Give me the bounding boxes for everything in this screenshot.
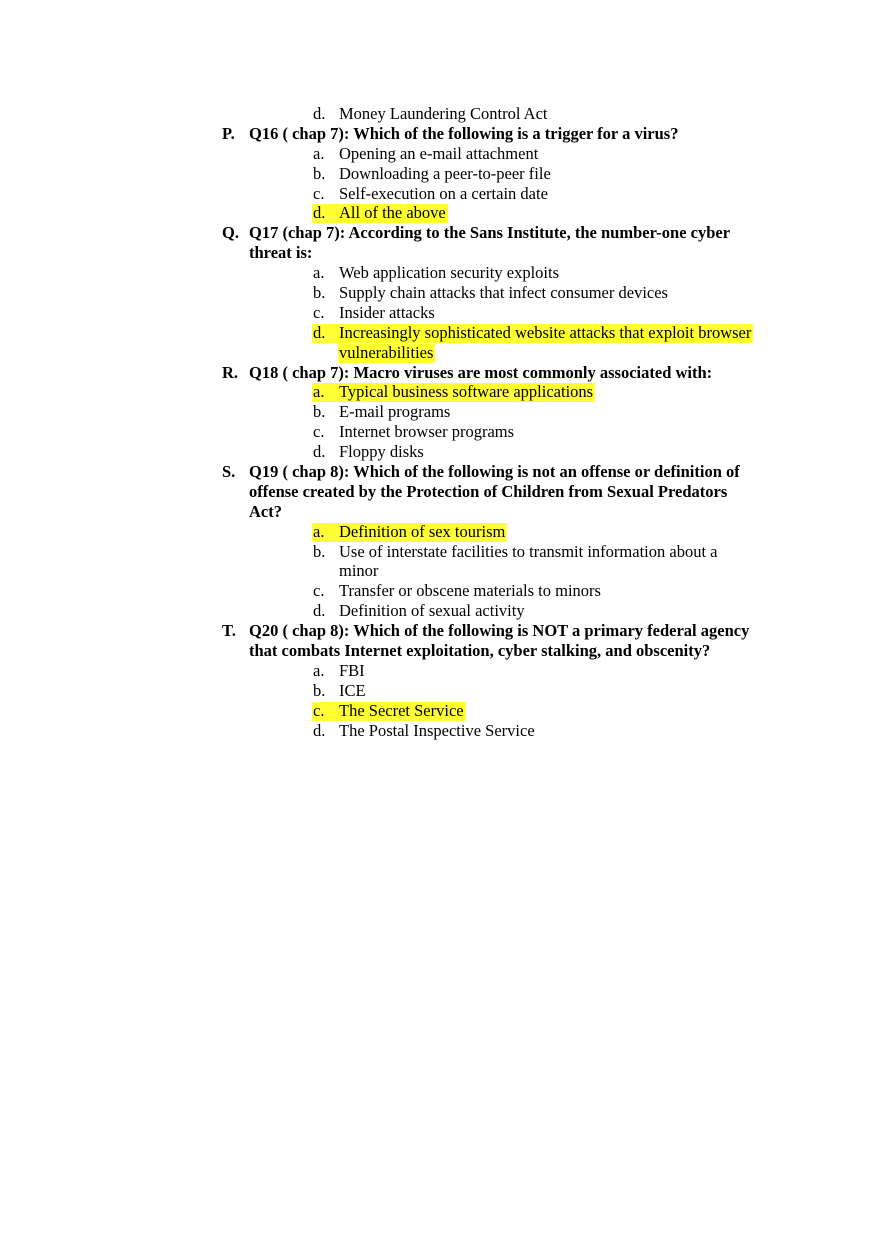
question-text: Q18 ( chap 7): Macro viruses are most commonly associated with: — [249, 362, 713, 382]
option-text: Transfer or obscene materials to minors — [339, 581, 601, 601]
question-text: Q16 ( chap 7): Which of the following is a trigger for a virus? — [249, 123, 679, 143]
option-text: vulnerabilities — [339, 342, 434, 362]
option-letter: c. — [313, 422, 325, 442]
option-letter: a. — [313, 660, 325, 680]
option-text: Supply chain attacks that infect consumer devices — [339, 283, 668, 303]
option-text: Self-execution on a certain date — [339, 183, 548, 203]
option-letter: b. — [313, 541, 326, 561]
option-letter: b. — [313, 680, 326, 700]
option-letter: d. — [313, 720, 326, 740]
question-line — [0, 363, 880, 383]
question-letter: Q. — [222, 223, 239, 243]
option-letter: a. — [313, 521, 325, 541]
answer-option — [0, 263, 880, 283]
question-text: threat is: — [249, 243, 313, 263]
question-line — [0, 124, 880, 144]
question-text: Act? — [249, 501, 282, 521]
question-letter: R. — [222, 362, 239, 382]
question-text: that combats Internet exploitation, cyber stalking, and obscenity? — [249, 641, 711, 661]
answer-option-highlighted — [0, 701, 880, 721]
option-letter: c. — [313, 183, 325, 203]
option-letter: d. — [313, 442, 326, 462]
answer-option — [0, 542, 880, 562]
answer-option — [0, 601, 880, 621]
answer-option — [0, 303, 880, 323]
option-letter: c. — [313, 302, 325, 322]
answer-option-continuation-highlighted — [0, 343, 880, 363]
option-text: Insider attacks — [339, 302, 435, 322]
option-letter: b. — [313, 283, 326, 303]
option-letter: d. — [313, 601, 326, 621]
answer-option — [0, 402, 880, 422]
option-letter: c. — [313, 581, 325, 601]
question-continuation-line — [0, 502, 880, 522]
option-letter: d. — [313, 203, 326, 223]
question-line — [0, 462, 880, 482]
answer-option — [0, 442, 880, 462]
document-page — [0, 104, 880, 741]
option-text: Definition of sex tourism — [339, 521, 506, 541]
option-text: The Secret Service — [339, 700, 464, 720]
option-letter: d. — [313, 104, 326, 123]
option-letter: a. — [313, 382, 325, 402]
answer-option — [0, 422, 880, 442]
answer-option — [0, 184, 880, 204]
option-letter: a. — [313, 143, 325, 163]
option-text: FBI — [339, 660, 365, 680]
question-text: Q19 ( chap 8): Which of the following is not an offense or definition of — [249, 462, 740, 482]
option-text: Floppy disks — [339, 442, 424, 462]
answer-option-continuation — [0, 561, 880, 581]
question-continuation-line — [0, 482, 880, 502]
answer-option-highlighted — [0, 382, 880, 402]
answer-option — [0, 144, 880, 164]
option-text: minor — [339, 561, 379, 581]
answer-option-highlighted — [0, 522, 880, 542]
option-text: The Postal Inspective Service — [339, 720, 535, 740]
option-text: Money Laundering Control Act — [339, 104, 548, 123]
option-text: Use of interstate facilities to transmit information about a — [339, 541, 718, 561]
answer-option — [0, 164, 880, 184]
option-letter: d. — [313, 322, 326, 342]
option-text: Definition of sexual activity — [339, 601, 525, 621]
option-text: ICE — [339, 680, 366, 700]
option-text: E-mail programs — [339, 402, 451, 422]
option-text: Internet browser programs — [339, 422, 515, 442]
option-text: Opening an e-mail attachment — [339, 143, 539, 163]
question-letter: S. — [222, 462, 236, 482]
option-text: Typical business software applications — [339, 382, 594, 402]
answer-option — [0, 661, 880, 681]
answer-option — [0, 283, 880, 303]
question-text: Q17 (chap 7): According to the Sans Institute, the number-one cyber — [249, 223, 731, 243]
question-continuation-line — [0, 243, 880, 263]
option-text: All of the above — [339, 203, 446, 223]
question-text: offense created by the Protection of Children from Sexual Predators — [249, 481, 728, 501]
question-continuation-line — [0, 641, 880, 661]
option-text: Downloading a peer-to-peer file — [339, 163, 551, 183]
answer-option-highlighted — [0, 323, 880, 343]
question-text: Q20 ( chap 8): Which of the following is NOT a primary federal agency — [249, 621, 750, 641]
question-line — [0, 223, 880, 243]
question-letter: T. — [222, 621, 236, 641]
option-text: Web application security exploits — [339, 263, 559, 283]
option-letter: b. — [313, 402, 326, 422]
answer-option — [0, 681, 880, 701]
answer-option — [0, 104, 880, 124]
answer-option — [0, 721, 880, 741]
option-letter: c. — [313, 700, 325, 720]
answer-option-highlighted — [0, 203, 880, 223]
answer-option — [0, 581, 880, 601]
option-letter: b. — [313, 163, 326, 183]
option-text: Increasingly sophisticated website attacks that exploit browser — [339, 322, 752, 342]
option-letter: a. — [313, 263, 325, 283]
question-letter: P. — [222, 123, 235, 143]
question-line — [0, 621, 880, 641]
